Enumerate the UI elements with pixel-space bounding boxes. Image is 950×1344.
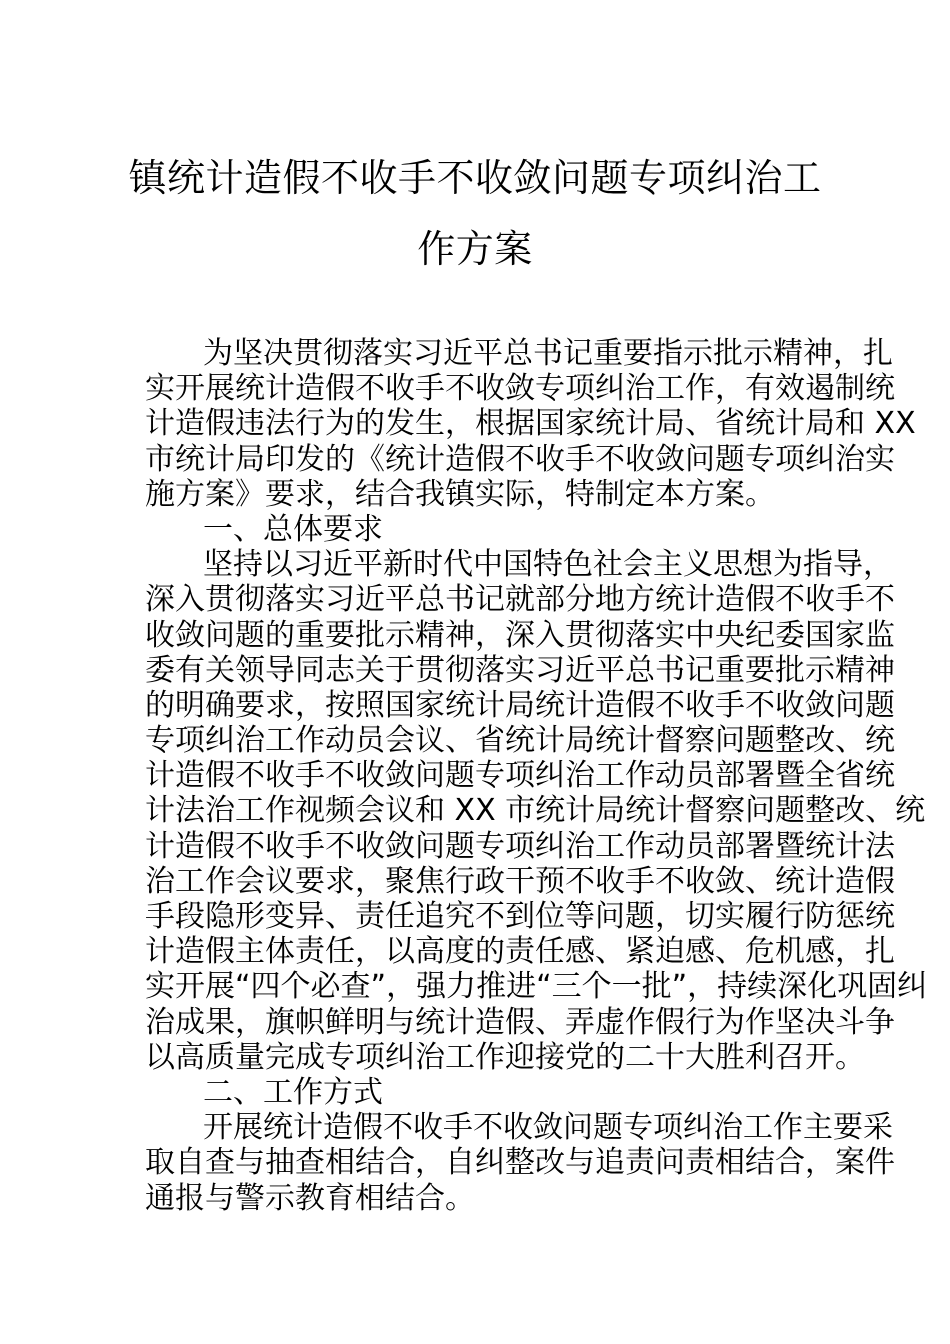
text-line: 以高质量完成专项纠治工作迎接党的二十大胜利召开。 [145, 1039, 865, 1075]
document-body [145, 336, 928, 1216]
paragraph-intro [145, 336, 916, 512]
text-line: 为坚决贯彻落实习近平总书记重要指示批示精神，扎 [203, 336, 893, 371]
text-line: 取自查与抽查相结合，自纠整改与追责问责相结合，案件 [145, 1145, 895, 1181]
text-line: 施方案》要求，结合我镇实际，特制定本方案。 [145, 476, 775, 512]
text-line: 计造假不收手不收敛问题专项纠治工作动员部署暨统计法 [145, 828, 895, 864]
text-line: 通报与警示教育相结合。 [145, 1180, 475, 1216]
text-line: 专项纠治工作动员会议、省统计局统计督察问题整改、统 [145, 723, 895, 759]
text-line: 市统计局印发的《统计造假不收手不收敛问题专项纠治实 [145, 441, 895, 477]
text-line: 实开展“四个必查”，强力推进“三个一批”，持续深化巩固纠 [145, 969, 928, 1005]
document-title-line-1: 镇统计造假不收手不收敛问题专项纠治工 [128, 156, 822, 200]
text-line: 计造假不收手不收敛问题专项纠治工作动员部署暨全省统 [145, 758, 895, 794]
section-heading-general-requirements [145, 512, 810, 547]
text-line: 收敛问题的重要批示精神，深入贯彻落实中央纪委国家监 [145, 617, 895, 653]
text-line: 计法治工作视频会议和 XX 市统计局统计督察问题整改、统 [145, 793, 926, 829]
text-line: 开展统计造假不收手不收敛问题专项纠治工作主要采 [203, 1110, 893, 1146]
text-line: 计造假主体责任，以高度的责任感、紧迫感、危机感，扎 [145, 934, 895, 970]
text-line: 计造假违法行为的发生，根据国家统计局、省统计局和 XX [145, 406, 916, 442]
text-line: 治成果，旗帜鲜明与统计造假、弄虚作假行为作坚决斗争 [145, 1004, 895, 1040]
text-line: 的明确要求，按照国家统计局统计造假不收手不收敛问题 [145, 687, 895, 723]
text-line: 深入贯彻落实习近平总书记就部分地方统计造假不收手不 [145, 582, 895, 618]
document-title-line-2: 作方案 [417, 227, 533, 271]
paragraph-work-methods [145, 1110, 895, 1216]
heading-text: 一、总体要求 [203, 511, 383, 547]
text-line: 实开展统计造假不收手不收敛专项纠治工作，有效遏制统 [145, 371, 895, 407]
text-line: 坚持以习近平新时代中国特色社会主义思想为指导， [203, 547, 893, 583]
text-line: 委有关领导同志关于贯彻落实习近平总书记重要批示精神 [145, 652, 895, 688]
text-line: 治工作会议要求，聚焦行政干预不收手不收敛、统计造假 [145, 863, 895, 899]
text-line: 手段隐形变异、责任追究不到位等问题，切实履行防惩统 [145, 899, 895, 934]
section-heading-work-methods [145, 1075, 810, 1110]
paragraph-general-requirements [145, 547, 928, 1075]
heading-text: 二、工作方式 [203, 1074, 383, 1110]
